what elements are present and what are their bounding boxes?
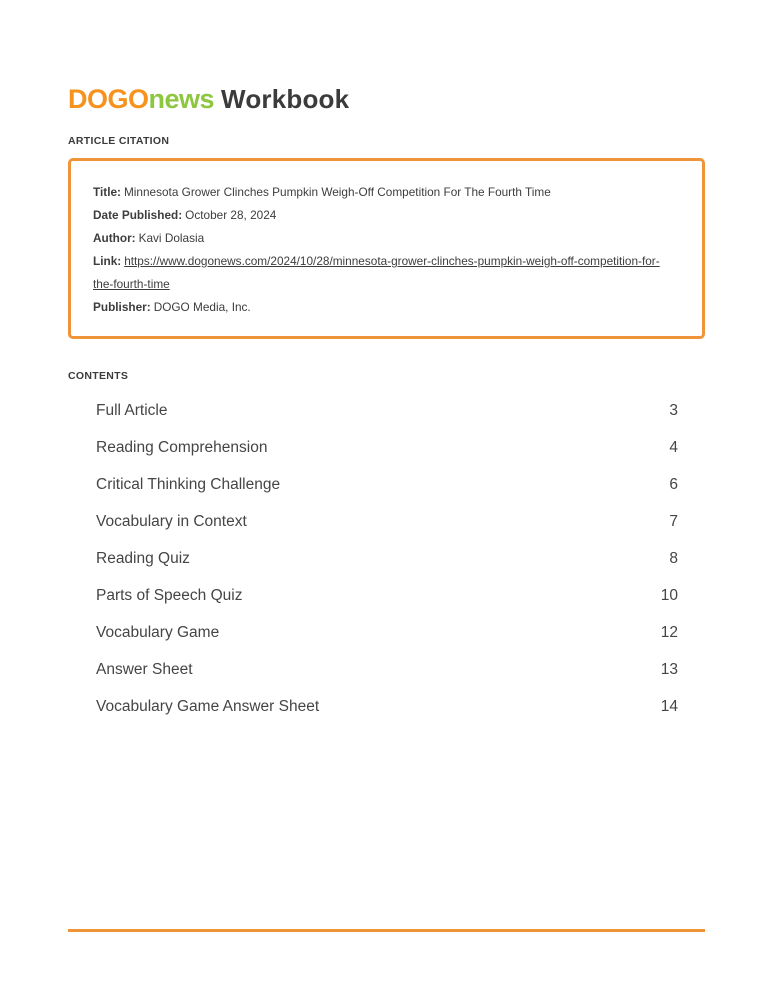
toc-item-label: Parts of Speech Quiz xyxy=(96,586,243,604)
footer-divider xyxy=(68,929,705,932)
citation-author-label: Author: xyxy=(93,231,136,245)
toc-item xyxy=(68,429,705,466)
toc-item-page: 6 xyxy=(669,475,678,493)
toc-item-page: 3 xyxy=(669,401,678,419)
toc-item-page: 8 xyxy=(669,549,678,567)
toc-item-label: Reading Quiz xyxy=(96,549,190,567)
citation-date-row xyxy=(93,204,662,227)
citation-title-value: Minnesota Grower Clinches Pumpkin Weigh-Off Competition For The Fourth Time xyxy=(123,185,551,199)
citation-publisher-value: DOGO Media, Inc. xyxy=(153,300,251,314)
page-title: Workbook xyxy=(221,84,350,114)
toc-item xyxy=(68,466,705,503)
toc-item-label: Reading Comprehension xyxy=(96,438,268,456)
toc-item xyxy=(68,651,705,688)
citation-author-value: Kavi Dolasia xyxy=(138,231,205,245)
article-link[interactable]: https://www.dogonews.com/2024/10/28/minnesota-grower-clinches-pumpkin-weigh-off-competition-for-the-fourth-time xyxy=(93,254,660,291)
citation-link-label: Link: xyxy=(93,254,122,268)
dogonews-logo xyxy=(68,84,214,115)
toc-item-page: 7 xyxy=(669,512,678,530)
logo-dogo-text: DOGO xyxy=(68,84,149,114)
toc-item-label: Vocabulary Game Answer Sheet xyxy=(96,697,320,715)
toc-item-page: 13 xyxy=(660,660,678,678)
citation-date-label: Date Published: xyxy=(93,208,183,222)
citation-title-label: Title: xyxy=(93,185,121,199)
toc-item xyxy=(68,577,705,614)
toc-item xyxy=(68,503,705,540)
toc-item xyxy=(68,688,705,725)
logo-news-text: news xyxy=(148,84,215,114)
citation-box xyxy=(68,158,705,339)
toc-item-label: Full Article xyxy=(96,401,168,419)
citation-publisher-row xyxy=(93,296,662,319)
toc-item xyxy=(68,392,705,429)
article-citation-heading: ARTICLE CITATION xyxy=(68,135,170,147)
toc-item-page: 12 xyxy=(660,623,678,641)
header xyxy=(68,84,349,115)
toc-item-label: Answer Sheet xyxy=(96,660,193,678)
citation-date-value: October 28, 2024 xyxy=(185,208,277,222)
toc-item-label: Vocabulary in Context xyxy=(96,512,247,530)
table-of-contents xyxy=(68,392,705,725)
citation-title-row xyxy=(93,181,662,204)
toc-item-page: 10 xyxy=(660,586,678,604)
toc-item xyxy=(68,540,705,577)
contents-heading: CONTENTS xyxy=(68,370,129,382)
toc-item-page: 14 xyxy=(660,697,678,715)
toc-item-label: Critical Thinking Challenge xyxy=(96,475,281,493)
toc-item-page: 4 xyxy=(669,438,678,456)
citation-publisher-label: Publisher: xyxy=(93,300,151,314)
toc-item-label: Vocabulary Game xyxy=(96,623,220,641)
citation-author-row xyxy=(93,227,662,250)
citation-link-row xyxy=(93,250,662,296)
toc-item xyxy=(68,614,705,651)
